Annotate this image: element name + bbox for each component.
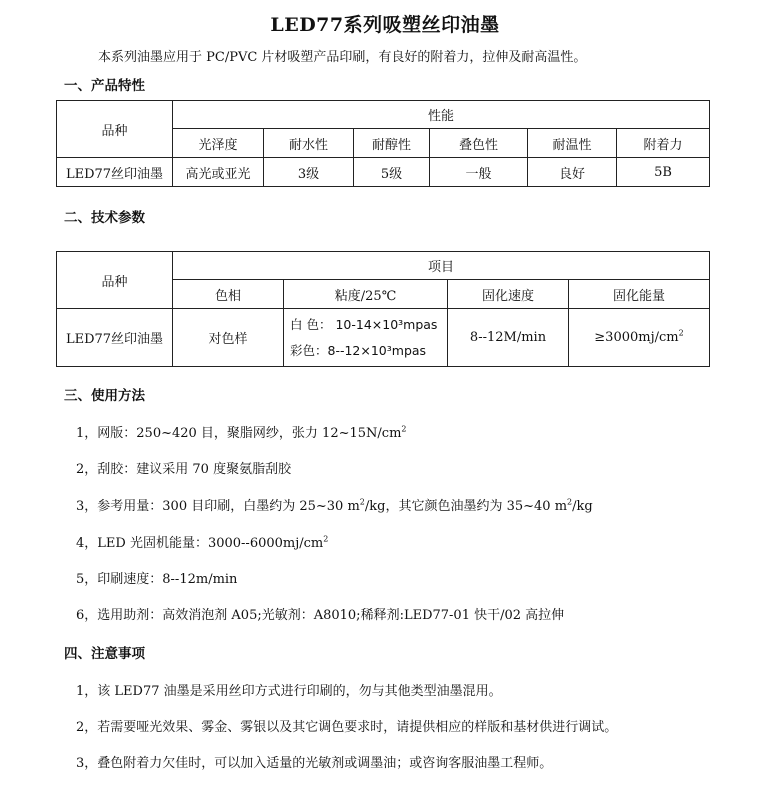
row-variety-name: LED77丝印油墨 bbox=[57, 309, 173, 367]
note-item: 3，叠色附着力欠佳时，可以加入适量的光敏剂或调墨油；或咨询客服油墨工程师。 bbox=[76, 756, 553, 771]
usage-item-squeegee: 2，刮胶：建议采用 70 度聚氨脂刮胶 bbox=[76, 462, 292, 477]
variety-header-cell: 品种 bbox=[57, 101, 173, 158]
note-item: 1，该 LED77 油墨是采用丝印方式进行印刷的，勿与其他类型油墨混用。 bbox=[76, 684, 502, 699]
viscosity-white: 白 色： 10-14×10³mpas bbox=[290, 316, 438, 332]
col-header-overprint: 叠色性 bbox=[430, 129, 528, 158]
cell-water-resistance: 3级 bbox=[264, 158, 354, 187]
viscosity-color: 彩色：8--12×10³mpas bbox=[290, 342, 427, 358]
section-heading-usage: 三、使用方法 bbox=[64, 388, 145, 404]
section-heading-product-features: 一、产品特性 bbox=[64, 78, 145, 94]
tech-params-table bbox=[56, 251, 710, 367]
cell-cure-speed: 8--12M/min bbox=[448, 309, 569, 367]
col-header-heat-resistance: 耐温性 bbox=[528, 129, 617, 158]
cell-adhesion: 5B bbox=[617, 158, 710, 187]
col-header-color: 色相 bbox=[173, 280, 284, 309]
item-group-header: 项目 bbox=[173, 252, 710, 280]
cell-overprint: 一般 bbox=[430, 158, 528, 187]
col-header-gloss: 光泽度 bbox=[173, 129, 264, 158]
cell-alcohol-resistance: 5级 bbox=[354, 158, 430, 187]
usage-item-led-energy: 4，LED 光固机能量：$3000--6000mj/cm^2$ bbox=[76, 534, 329, 551]
col-header-alcohol-resistance: 耐醇性 bbox=[354, 129, 430, 158]
performance-group-header: 性能 bbox=[173, 101, 710, 129]
section-heading-tech-params: 二、技术参数 bbox=[64, 210, 145, 226]
cure-energy-value: ≥3000mj/cm bbox=[594, 330, 679, 345]
col-header-water-resistance: 耐水性 bbox=[264, 129, 354, 158]
col-header-cure-speed: 固化速度 bbox=[448, 280, 569, 309]
usage-item-print-speed: 5，印刷速度：8--12m/min bbox=[76, 572, 238, 587]
cure-energy-exponent: 2 bbox=[678, 328, 684, 338]
section-heading-notes: 四、注意事项 bbox=[64, 646, 145, 662]
cell-heat-resistance: 良好 bbox=[528, 158, 617, 187]
usage-item-coverage: 3，参考用量：300 目印刷，白墨约为 25~30 $m^2/kg$，其它颜色油墨约为 35~40 $m^2/kg$ bbox=[76, 497, 593, 514]
document-title: LED77系列吸塑丝印油墨 bbox=[270, 14, 500, 36]
note-item: 2，若需要哑光效果、雾金、雾银以及其它调色要求时，请提供相应的样版和基材供进行调试。 bbox=[76, 720, 618, 735]
usage-item-additives: 6，选用助剂：高效消泡剂 A05;光敏剂：A8010;稀释剂:LED77-01 快干/02 高拉伸 bbox=[76, 608, 565, 623]
intro-paragraph: 本系列油墨应用于 PC/PVC 片材吸塑产品印刷，有良好的附着力，拉伸及耐高温性。 bbox=[98, 50, 587, 65]
variety-header-cell: 品种 bbox=[57, 252, 173, 309]
col-header-adhesion: 附着力 bbox=[617, 129, 710, 158]
product-features-table bbox=[56, 100, 710, 187]
usage-item-screen: 1，网版：250~420 目，聚脂网纱，张力 $12\sim 15N/cm^2$ bbox=[76, 424, 407, 441]
col-header-cure-energy: 固化能量 bbox=[569, 280, 710, 309]
cell-viscosity bbox=[284, 309, 448, 367]
cell-gloss: 高光或亚光 bbox=[173, 158, 264, 187]
row-variety-name: LED77丝印油墨 bbox=[57, 158, 173, 187]
col-header-viscosity: 粘度/25℃ bbox=[284, 280, 448, 309]
cell-color: 对色样 bbox=[173, 309, 284, 367]
cell-cure-energy bbox=[569, 309, 710, 367]
